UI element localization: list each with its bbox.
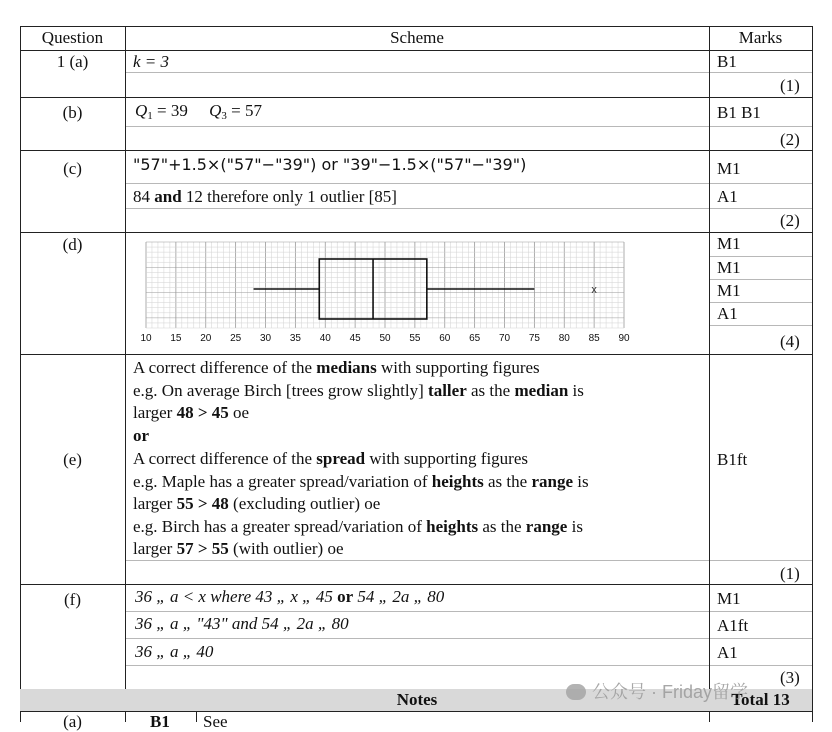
- notes-row-a-note: See: [203, 712, 228, 731]
- row-d-total: (4): [780, 332, 800, 351]
- notes-row-a-mark: B1: [150, 712, 170, 731]
- row-f-line-2: 36 „ a „ "43" and 54 „ 2a „ 80: [135, 614, 349, 633]
- row-e-mark: B1ft: [717, 450, 748, 469]
- row-e-label: (e): [63, 450, 82, 469]
- row-f-mark1: M1: [717, 589, 741, 608]
- row-c-line2: 84 and 12 therefore only 1 outlier [85]: [133, 187, 397, 206]
- row-f-mark2: A1ft: [717, 616, 749, 635]
- row-e-line-6: e.g. Maple has a greater spread/variation of heights as the range is: [133, 472, 589, 491]
- axis-tick-label: 75: [528, 333, 540, 344]
- row-d-mark-3: M1: [717, 281, 741, 300]
- row-e-line-1: A correct difference of the medians with supporting figures: [133, 358, 540, 377]
- axis-tick-label: 60: [439, 333, 451, 344]
- row-c-line1: "57"+1.5×("57"−"39") or "39"−1.5×("57"−"39"): [133, 155, 527, 174]
- row-c-mark1: M1: [717, 159, 741, 178]
- axis-tick-label: 25: [230, 333, 242, 344]
- row-e-total: (1): [780, 564, 800, 583]
- row-e-line-7: larger 55 > 48 (excluding outlier) oe: [133, 494, 381, 513]
- axis-tick-label: 90: [618, 333, 630, 344]
- row-c-label: (c): [63, 159, 82, 178]
- row-c-total: (2): [780, 211, 800, 230]
- axis-tick-label: 10: [140, 333, 152, 344]
- row-f-line-3: 36 „ a „ 40: [135, 642, 214, 661]
- row-b-quartiles: $Q_1 = 39$ $Q_3 = 57$: [135, 101, 262, 122]
- row-e-line-9: larger 57 > 55 (with outlier) oe: [133, 539, 344, 558]
- axis-tick-label: 40: [319, 333, 331, 344]
- row-e-line-3: larger 48 > 45 oe: [133, 403, 250, 422]
- axis-tick-label: 80: [558, 333, 570, 344]
- row-d-label: (d): [62, 235, 83, 254]
- box-plot-svg: [140, 236, 640, 348]
- row-f-label: (f): [64, 590, 81, 609]
- total-marks: Total 13: [731, 690, 790, 709]
- axis-tick-label: 35: [289, 333, 301, 344]
- row-f-mark3: A1: [717, 643, 738, 662]
- header-marks: Marks: [738, 28, 783, 47]
- axis-tick-label: 30: [259, 333, 272, 344]
- notes-row-a-label: (a): [63, 712, 82, 731]
- row-b-total: (2): [780, 130, 800, 149]
- row-e-line-5: A correct difference of the spread with supporting figures: [133, 449, 528, 468]
- row-f-total: (3): [780, 668, 800, 687]
- row-a-total: (1): [780, 76, 800, 95]
- axis-tick-label: 65: [469, 333, 481, 344]
- row-d-mark-2: M1: [717, 258, 741, 277]
- row-e-line-4: or: [133, 426, 150, 445]
- axis-tick-label: 45: [349, 333, 361, 344]
- row-a-label: 1 (a): [56, 52, 89, 71]
- axis-tick-label: 55: [409, 333, 421, 344]
- notes-label: Notes: [396, 690, 438, 709]
- row-a-scheme: k = 3: [133, 52, 170, 71]
- row-a-mark: B1: [717, 52, 737, 71]
- axis-tick-label: 70: [498, 333, 511, 344]
- axis-tick-label: 15: [170, 333, 182, 344]
- box-plot: [140, 236, 640, 348]
- outlier-marker: x: [591, 284, 597, 296]
- axis-tick-label: 50: [379, 333, 391, 344]
- row-e-line-2: e.g. On average Birch [trees grow slightly] taller as the median is: [133, 381, 584, 400]
- axis-tick-label: 85: [588, 333, 600, 344]
- row-e-line-8: e.g. Birch has a greater spread/variation of heights as the range is: [133, 517, 583, 536]
- row-c-mark2: A1: [717, 187, 738, 206]
- row-f-line-1: 36 „ a < x where 43 „ x „ 45 or 54 „ 2a „ 80: [135, 587, 445, 606]
- watermark: 公众号 · Friday留学: [566, 678, 748, 704]
- row-b-mark: B1 B1: [717, 103, 761, 122]
- row-b-label: (b): [62, 103, 83, 122]
- header-scheme: Scheme: [390, 28, 444, 47]
- wechat-icon: [566, 684, 586, 700]
- row-d-mark-4: A1: [717, 304, 738, 323]
- row-d-mark-1: M1: [717, 234, 741, 253]
- axis-tick-label: 20: [200, 333, 212, 344]
- header-question: Question: [41, 28, 104, 47]
